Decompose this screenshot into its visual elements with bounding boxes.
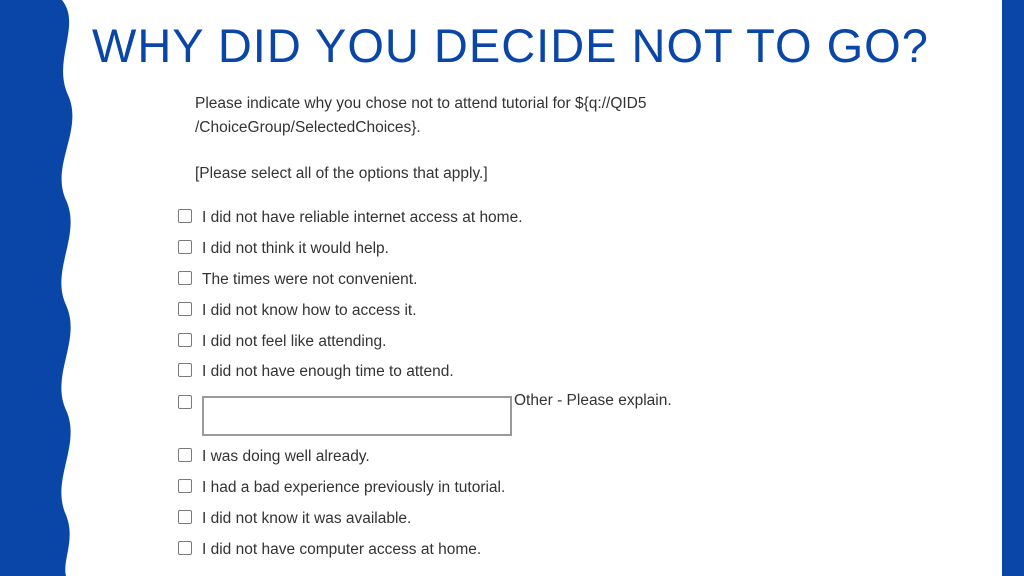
right-border-bar xyxy=(1002,0,1024,576)
option-not-feel-like[interactable] xyxy=(178,326,738,357)
option-not-helpful[interactable] xyxy=(178,234,738,265)
checkbox[interactable] xyxy=(178,510,192,524)
option-no-internet[interactable] xyxy=(178,203,738,234)
checkbox[interactable] xyxy=(178,271,192,285)
option-label: I had a bad experience previously in tutorial. xyxy=(202,478,506,496)
option-label: I did not have enough time to attend. xyxy=(202,363,454,381)
option-label: Other - Please explain. xyxy=(514,391,672,409)
options-list xyxy=(178,203,738,565)
checkbox[interactable] xyxy=(178,302,192,316)
option-label: I did not know it was available. xyxy=(202,509,412,527)
option-bad-experience[interactable] xyxy=(178,473,738,504)
option-doing-well[interactable] xyxy=(178,442,738,473)
checkbox[interactable] xyxy=(178,240,192,254)
option-no-computer[interactable] xyxy=(178,534,738,565)
checkbox[interactable] xyxy=(178,541,192,555)
checkbox[interactable] xyxy=(178,209,192,223)
checkbox[interactable] xyxy=(178,448,192,462)
option-label: I did not feel like attending. xyxy=(202,332,387,350)
option-other[interactable] xyxy=(178,388,738,442)
option-label: The times were not convenient. xyxy=(202,270,418,288)
checkbox[interactable] xyxy=(178,333,192,347)
option-times-inconvenient[interactable] xyxy=(178,265,738,296)
option-label: I did not have reliable internet access at home. xyxy=(202,209,523,227)
wavy-left-border-decoration xyxy=(0,0,80,576)
checkbox[interactable] xyxy=(178,479,192,493)
slide-title: WHY DID YOU DECIDE NOT TO GO? xyxy=(92,19,929,72)
other-explain-input[interactable] xyxy=(202,396,512,436)
checkbox[interactable] xyxy=(178,363,192,377)
option-not-aware[interactable] xyxy=(178,503,738,534)
option-access-unknown[interactable] xyxy=(178,295,738,326)
question-text xyxy=(195,92,755,140)
option-label: I did not know how to access it. xyxy=(202,301,417,319)
question-line-1: Please indicate why you chose not to attend tutorial for ${q://QID5 xyxy=(195,95,647,112)
option-label: I did not think it would help. xyxy=(202,240,389,258)
option-label: I did not have computer access at home. xyxy=(202,540,482,558)
question-instruction: [Please select all of the options that apply.] xyxy=(195,165,488,182)
option-label: I was doing well already. xyxy=(202,448,370,466)
option-no-time[interactable] xyxy=(178,357,738,388)
checkbox[interactable] xyxy=(178,395,192,409)
question-line-2: /ChoiceGroup/SelectedChoices}. xyxy=(195,119,421,136)
